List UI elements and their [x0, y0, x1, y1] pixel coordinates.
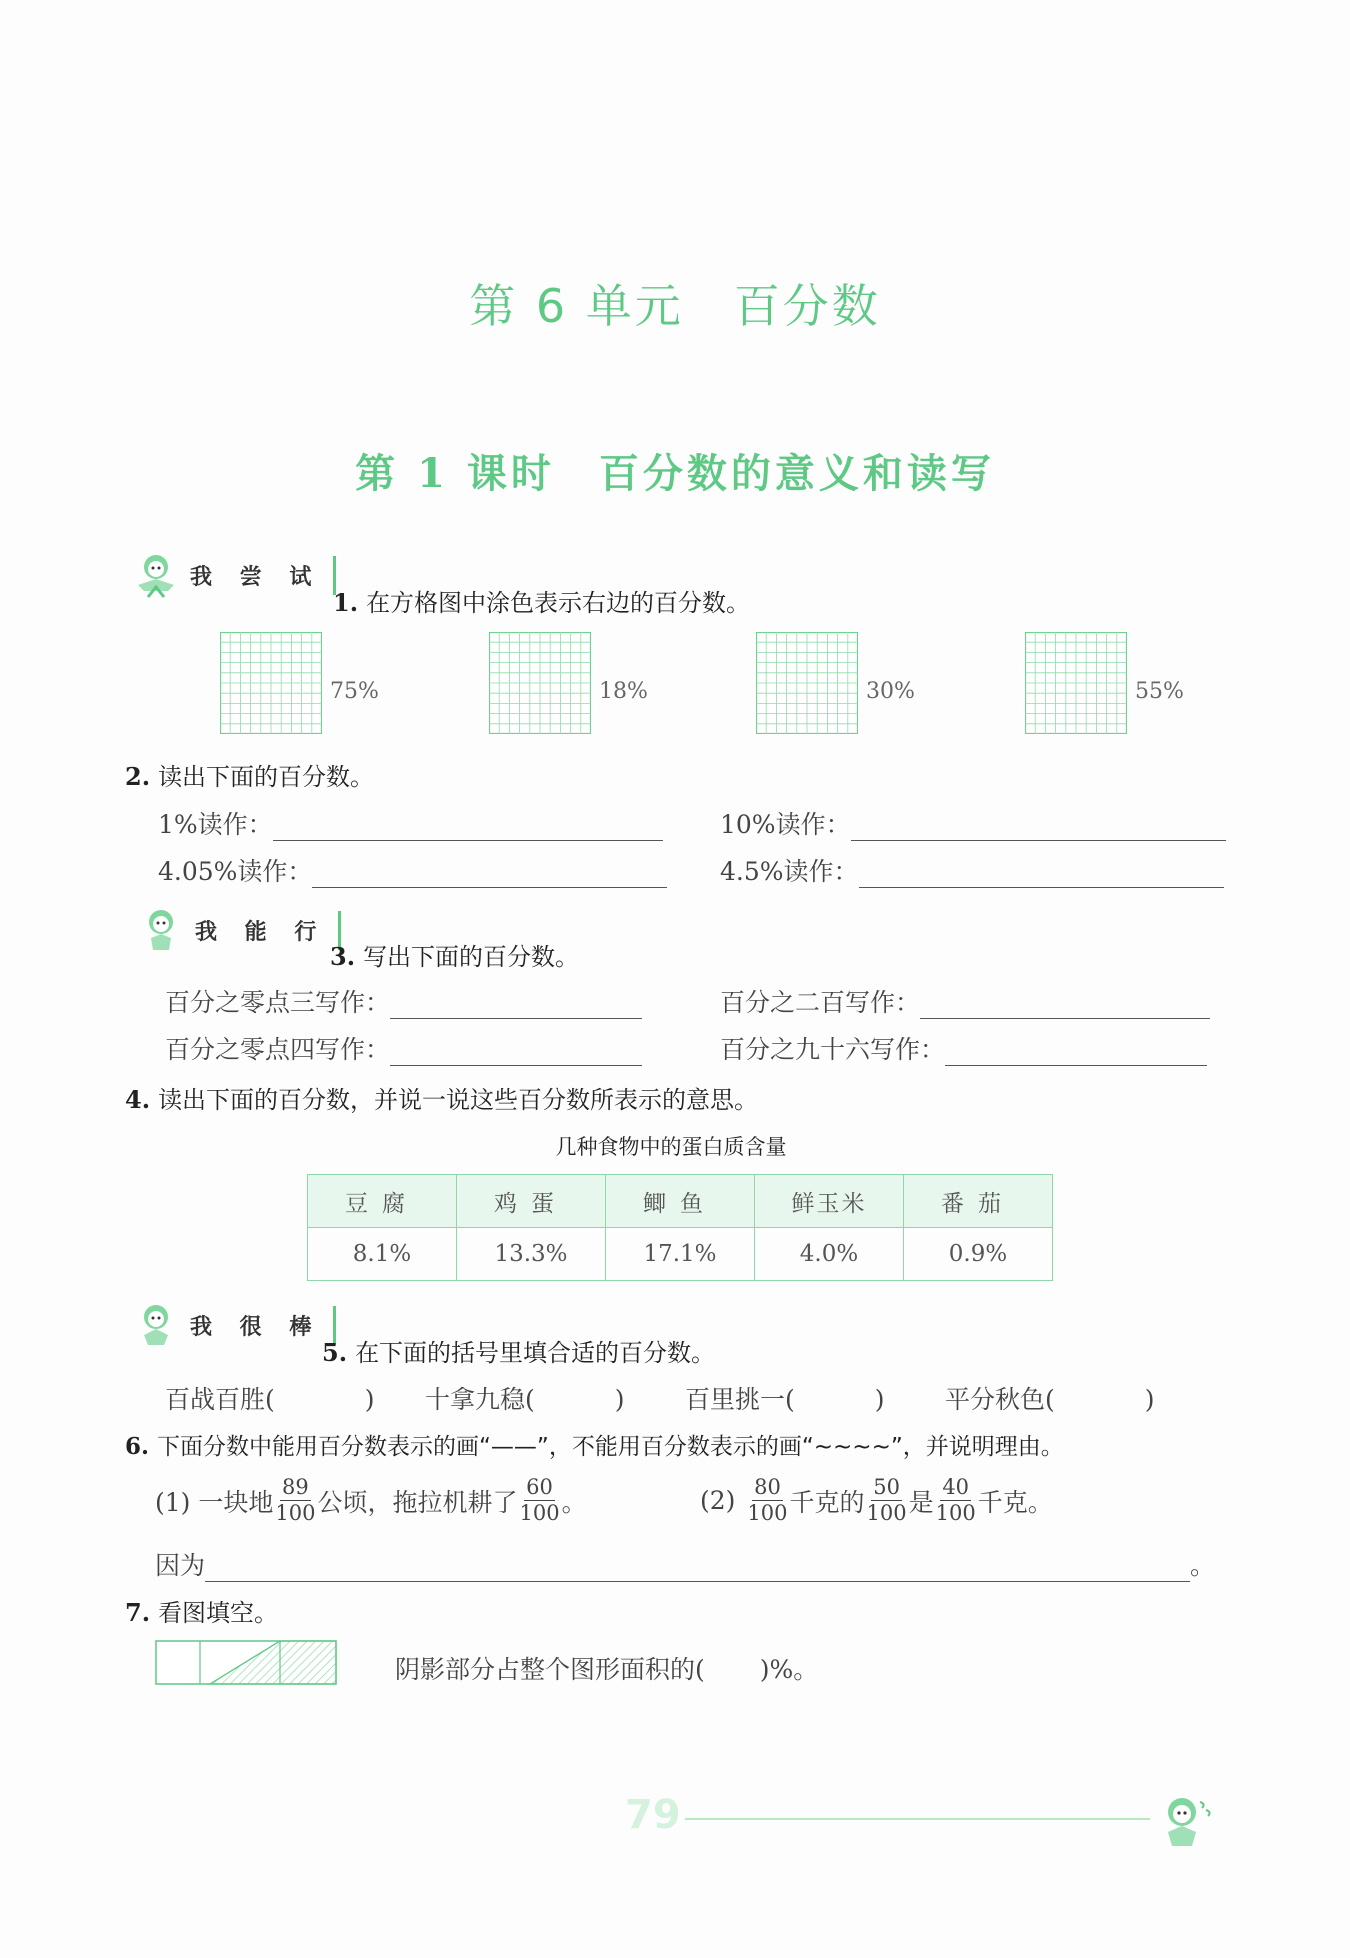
- q2-item-label: 4.05%读作：: [158, 857, 313, 886]
- q6-p1-label: (1) 一块地: [155, 1487, 274, 1517]
- lesson-title: [0, 442, 1350, 499]
- q7-sentence-b: )%。: [759, 1655, 819, 1684]
- numerator: 40: [942, 1475, 970, 1499]
- denominator: 100: [519, 1501, 560, 1525]
- q5-item-4: [945, 1380, 1155, 1416]
- fraction: [519, 1475, 559, 1526]
- q4-text: 读出下面的百分数，并说一说这些百分数所表示的意思。: [158, 1086, 759, 1114]
- footer-rule: [685, 1818, 1150, 1820]
- q2-text: 读出下面的百分数。: [158, 763, 375, 791]
- table-cell: 13.3%: [457, 1228, 606, 1281]
- q3-item-3: [165, 1030, 642, 1066]
- q1-prompt: [333, 583, 750, 618]
- q2-item-4: [720, 852, 1224, 888]
- q5-item-3: [685, 1380, 885, 1416]
- q5-number: 5.: [322, 1338, 348, 1367]
- answer-line[interactable]: [390, 992, 642, 1019]
- mascot-icon: [1150, 1788, 1220, 1858]
- q3-item-1: [165, 983, 642, 1019]
- table-header-cell: 鲫鱼: [606, 1175, 755, 1228]
- table-header-cell: 鲜玉米: [755, 1175, 904, 1228]
- q4-number: 4.: [125, 1085, 151, 1114]
- because-label: 因为: [155, 1551, 206, 1580]
- q2-item-label: 4.5%读作：: [720, 857, 859, 886]
- numerator: 50: [873, 1475, 900, 1499]
- hundred-grid[interactable]: [1025, 632, 1127, 734]
- q3-item-2: [720, 983, 1210, 1019]
- q6-prompt: [125, 1428, 1064, 1461]
- q2-item-2: [720, 805, 1226, 841]
- q5-item-label: 十拿九稳(: [425, 1385, 535, 1414]
- hundred-grid[interactable]: [756, 632, 858, 734]
- badge-great: [128, 1300, 336, 1350]
- q5-text: 在下面的括号里填合适的百分数。: [355, 1339, 716, 1367]
- q1-number: 1.: [333, 588, 359, 617]
- q7-sentence: [395, 1650, 818, 1686]
- badge-try-text: 我 尝 试: [184, 556, 336, 595]
- mascot-icon: [133, 902, 189, 958]
- q3-item-label: 百分之零点四写作：: [165, 1035, 391, 1064]
- answer-line[interactable]: [851, 814, 1226, 841]
- q2-item-label: 1%读作：: [158, 810, 273, 839]
- badge-can-text: 我 能 行: [189, 911, 341, 950]
- q6-text: 下面分数中能用百分数表示的画“——”，不能用百分数表示的画“~~~~”，并说明理由。: [157, 1434, 1064, 1460]
- q6-p2-label: (2): [700, 1486, 736, 1515]
- close-paren: ): [1144, 1385, 1155, 1414]
- table-cell: 8.1%: [308, 1228, 457, 1281]
- hundred-grid[interactable]: [220, 632, 322, 734]
- numerator: 80: [754, 1475, 781, 1499]
- grid-item-4: [1025, 632, 1184, 734]
- q5-item-label: 百里挑一(: [685, 1385, 795, 1414]
- q2-item-1: [158, 805, 663, 841]
- period: 。: [1190, 1551, 1216, 1580]
- q3-item-label: 百分之零点三写作：: [165, 988, 391, 1017]
- grid-item-2: [489, 632, 648, 734]
- q6-part-2[interactable]: [700, 1475, 1053, 1526]
- badge-can: [133, 905, 341, 955]
- q2-item-3: [158, 852, 667, 888]
- q6-p1-middle: 公顷，拖拉机耕了: [317, 1487, 518, 1517]
- badge-try: [128, 550, 336, 600]
- shaded-rectangle-figure: [155, 1640, 337, 1685]
- table-header-cell: 豆腐: [308, 1175, 457, 1228]
- q6-part-1[interactable]: [155, 1475, 587, 1526]
- denominator: 100: [747, 1501, 788, 1525]
- answer-line[interactable]: [859, 861, 1224, 888]
- q5-item-label: 平分秋色(: [945, 1385, 1055, 1414]
- table-cell: 4.0%: [755, 1228, 904, 1281]
- fraction: [275, 1475, 315, 1526]
- q7-number: 7.: [125, 1598, 151, 1627]
- page-number: 79: [625, 1792, 681, 1838]
- table-row: [308, 1228, 1053, 1281]
- protein-table: [307, 1174, 1053, 1281]
- hundred-grid[interactable]: [489, 632, 591, 734]
- q7-text: 看图填空。: [158, 1599, 279, 1627]
- grid-percent: 55%: [1135, 679, 1184, 704]
- answer-line[interactable]: [390, 1039, 642, 1066]
- denominator: 100: [935, 1501, 976, 1525]
- answer-line[interactable]: [945, 1039, 1207, 1066]
- fraction: [867, 1475, 907, 1526]
- close-paren: ): [614, 1385, 625, 1414]
- lesson-name: 百分数的意义和读写: [598, 450, 995, 497]
- q6-reason: [155, 1546, 1215, 1582]
- grid-percent: 30%: [866, 679, 915, 704]
- q7-prompt: [125, 1593, 278, 1628]
- badge-great-text: 我 很 棒: [184, 1306, 336, 1345]
- numerator: 89: [282, 1475, 309, 1499]
- q6-number: 6.: [125, 1433, 150, 1460]
- grid-percent: 75%: [330, 679, 379, 704]
- q3-item-label: 百分之二百写作：: [720, 988, 921, 1017]
- q2-number: 2.: [125, 762, 151, 791]
- q6-p2-end: 千克。: [977, 1487, 1053, 1517]
- q6-p2-middle: 千克的: [789, 1487, 865, 1517]
- q3-item-label: 百分之九十六写作：: [720, 1035, 946, 1064]
- q5-prompt: [322, 1333, 715, 1368]
- mascot-icon: [128, 547, 184, 603]
- q7-sentence-a: 阴影部分占整个图形面积的(: [395, 1655, 705, 1684]
- table-header-cell: 番茄: [904, 1175, 1053, 1228]
- answer-line[interactable]: [312, 861, 667, 888]
- denominator: 100: [866, 1501, 907, 1525]
- q5-item-label: 百战百胜(: [165, 1385, 275, 1414]
- q6-p2-middle-2: 是: [908, 1487, 934, 1517]
- answer-line[interactable]: [205, 1555, 1190, 1582]
- q1-text: 在方格图中涂色表示右边的百分数。: [366, 589, 751, 617]
- unit-label: 第 6 单元: [469, 279, 684, 333]
- answer-line[interactable]: [273, 814, 663, 841]
- q6-p1-end: 。: [561, 1487, 587, 1517]
- table-title: 几种食物中的蛋白质含量: [555, 1135, 787, 1159]
- mascot-icon: [128, 1297, 184, 1353]
- lesson-label: 第 1 课时: [355, 450, 555, 497]
- q2-item-label: 10%读作：: [720, 810, 851, 839]
- numerator: 60: [526, 1475, 553, 1499]
- table-header-row: [308, 1175, 1053, 1228]
- q3-prompt: [330, 937, 579, 972]
- q5-item-1: [165, 1380, 375, 1416]
- denominator: 100: [275, 1501, 316, 1525]
- table-cell: 0.9%: [904, 1228, 1053, 1281]
- q4-prompt: [125, 1080, 758, 1115]
- unit-title: [0, 270, 1350, 336]
- close-paren: ): [364, 1385, 375, 1414]
- unit-name: 百分数: [733, 279, 881, 333]
- table-cell: 17.1%: [606, 1228, 755, 1281]
- grid-item-3: [756, 632, 915, 734]
- fraction: [747, 1475, 787, 1526]
- grid-item-1: [220, 632, 379, 734]
- close-paren: ): [874, 1385, 885, 1414]
- answer-line[interactable]: [920, 992, 1210, 1019]
- table-header-cell: 鸡蛋: [457, 1175, 606, 1228]
- q5-item-2: [425, 1380, 625, 1416]
- q3-number: 3.: [330, 942, 356, 971]
- grid-percent: 18%: [599, 679, 648, 704]
- q2-prompt: [125, 757, 374, 792]
- fraction: [936, 1475, 976, 1526]
- q3-item-4: [720, 1030, 1207, 1066]
- q3-text: 写出下面的百分数。: [363, 943, 580, 971]
